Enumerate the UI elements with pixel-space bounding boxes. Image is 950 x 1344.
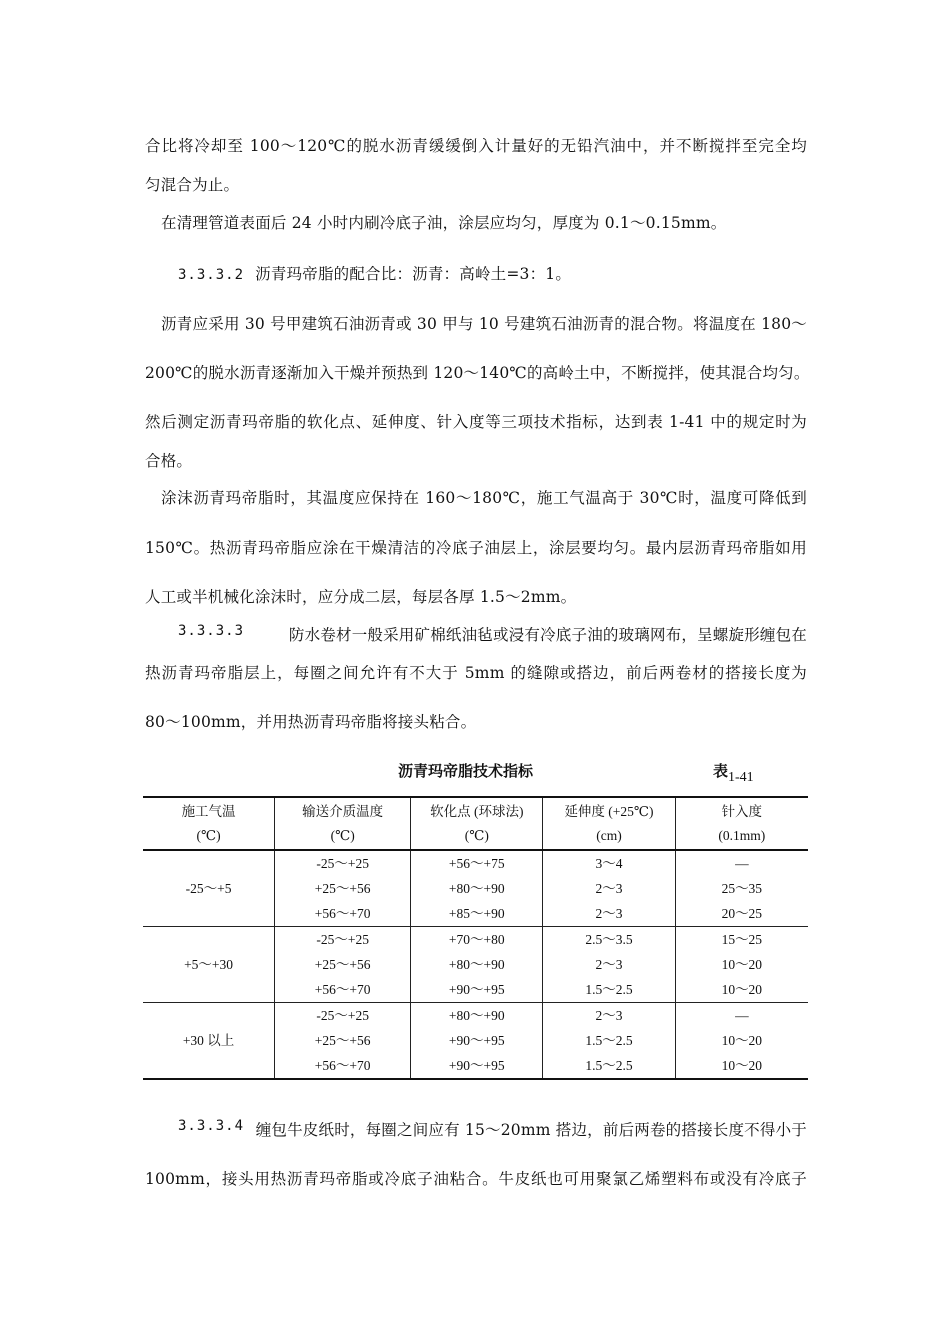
header-unit: (cm) — [596, 827, 622, 843]
table-header-row — [143, 797, 808, 850]
paragraph-line: 合格。 — [145, 452, 193, 470]
header-line: 延伸度 (+25℃) — [564, 803, 654, 819]
table-cell: 3～4 — [543, 850, 675, 876]
table-cell: -25～+25 — [275, 850, 411, 876]
table-cell: +56～+70 — [275, 1053, 411, 1079]
table-row — [143, 927, 808, 953]
table-label-number: 1-41 — [728, 770, 754, 785]
temp-cell: -25～+5 — [143, 850, 275, 927]
header-line: 输送介质温度 — [302, 803, 384, 819]
table-row — [143, 850, 808, 876]
table-cell: 25～35 — [675, 876, 808, 901]
table-cell: +90～+95 — [411, 1053, 543, 1079]
table-cell: 10～20 — [675, 1053, 808, 1079]
table-row — [143, 1003, 808, 1029]
paragraph-line: 200℃的脱水沥青逐渐加入干燥并预热到 120～140℃的高岭土中，不断搅拌，使其混合均匀。 — [145, 364, 810, 382]
section-text: 沥青玛帝脂的配合比：沥青：高岭土=3：1。 — [255, 265, 572, 283]
paragraph-line: 热沥青玛帝脂层上，每圈之间允许有不大于 5mm 的缝隙或搭边，前后两卷材的搭接长度为 — [145, 664, 807, 682]
table-label — [713, 760, 754, 785]
section-text: 防水卷材一般采用矿棉纸油毡或浸有冷底子油的玻璃网布，呈螺旋形缠包在 — [288, 626, 807, 644]
paragraph-line: 100mm，接头用热沥青玛帝脂或冷底子油粘合。牛皮纸也可用聚氯乙烯塑料布或没有冷底子 — [145, 1170, 807, 1188]
table-cell: 1.5～2.5 — [543, 1053, 675, 1079]
table-cell: 1.5～2.5 — [543, 1028, 675, 1053]
temp-cell: +5～+30 — [143, 927, 275, 1003]
paragraph-line: 80～100mm，并用热沥青玛帝脂将接头粘合。 — [145, 713, 477, 731]
table-cell: +85～+90 — [411, 901, 543, 927]
header-line: 施工气温 — [181, 803, 236, 819]
section-heading-3-3-3-4 — [178, 1118, 807, 1140]
paragraph-line: 人工或半机械化涂沫时，应分成二层，每层各厚 1.5～2mm。 — [145, 588, 577, 606]
header-unit: (℃) — [464, 827, 489, 843]
header-unit: (0.1mm) — [718, 827, 766, 843]
header-line: 针入度 — [721, 803, 763, 819]
header-unit: (℃) — [330, 827, 355, 843]
table-cell: +25～+56 — [275, 952, 411, 977]
paragraph-line: 涂沫沥青玛帝脂时，其温度应保持在 160～180℃，施工气温高于 30℃时，温度可降低到 — [161, 489, 807, 507]
paragraph-line: 然后测定沥青玛帝脂的软化点、延伸度、针入度等三项技术指标，达到表 1-41 中的规定时为 — [145, 413, 807, 431]
header-cell — [411, 797, 543, 850]
table-cell: 2～3 — [543, 901, 675, 927]
table-label-prefix: 表 — [713, 762, 729, 780]
table-cell: +70～+80 — [411, 927, 543, 953]
paragraph-line: 匀混合为止。 — [145, 176, 240, 194]
header-cell — [543, 797, 675, 850]
table-cell: 10～20 — [675, 977, 808, 1003]
table-cell: 15～25 — [675, 927, 808, 953]
table-cell: 1.5～2.5 — [543, 977, 675, 1003]
section-number: 3.3.3.3 — [178, 623, 245, 639]
table-cell: +90～+95 — [411, 977, 543, 1003]
specification-table — [143, 796, 808, 1080]
paragraph-line: 合比将冷却至 100～120℃的脱水沥青缓缓倒入计量好的无铅汽油中，并不断搅拌至完全均 — [145, 137, 807, 155]
section-heading-3-3-3-3 — [178, 623, 807, 645]
table-cell: 10～20 — [675, 1028, 808, 1053]
section-number: 3.3.3.2 — [178, 267, 245, 283]
table-cell: +56～+75 — [411, 850, 543, 876]
table-cell: +90～+95 — [411, 1028, 543, 1053]
table-cell: 2～3 — [543, 876, 675, 901]
table-cell: 2～3 — [543, 1003, 675, 1029]
table-cell: 2～3 — [543, 952, 675, 977]
header-cell — [675, 797, 808, 850]
table-cell: +56～+70 — [275, 977, 411, 1003]
table-cell: 2.5～3.5 — [543, 927, 675, 953]
section-heading-3-3-3-2 — [178, 262, 571, 284]
paragraph-line: 沥青应采用 30 号甲建筑石油沥青或 30 甲与 10 号建筑石油沥青的混合物。将温度在 180～ — [161, 315, 807, 333]
table-cell: +25～+56 — [275, 876, 411, 901]
paragraph-line: 在清理管道表面后 24 小时内刷冷底子油，涂层应均匀，厚度为 0.1～0.15mm。 — [161, 214, 727, 232]
table-cell: 10～20 — [675, 952, 808, 977]
table-cell: +80～+90 — [411, 1003, 543, 1029]
header-unit: (℃) — [196, 827, 221, 843]
table-cell: -25～+25 — [275, 1003, 411, 1029]
section-number: 3.3.3.4 — [178, 1118, 245, 1134]
section-text: 缠包牛皮纸时，每圈之间应有 15～20mm 搭边，前后两卷的搭接长度不得小于 — [255, 1121, 807, 1139]
table-title: 沥青玛帝脂技术指标 — [398, 762, 534, 780]
table-cell: -25～+25 — [275, 927, 411, 953]
table-cell: 20～25 — [675, 901, 808, 927]
header-cell — [275, 797, 411, 850]
table-cell: +80～+90 — [411, 952, 543, 977]
table-cell: — — [675, 850, 808, 876]
table-cell: +25～+56 — [275, 1028, 411, 1053]
table-cell: +80～+90 — [411, 876, 543, 901]
header-line: 软化点 (环球法) — [430, 803, 524, 819]
header-cell — [143, 797, 275, 850]
table-cell: — — [675, 1003, 808, 1029]
temp-cell: +30 以上 — [143, 1003, 275, 1080]
paragraph-line: 150℃。热沥青玛帝脂应涂在干燥清洁的冷底子油层上，涂层要均匀。最内层沥青玛帝脂如用 — [145, 539, 807, 557]
table-cell: +56～+70 — [275, 901, 411, 927]
